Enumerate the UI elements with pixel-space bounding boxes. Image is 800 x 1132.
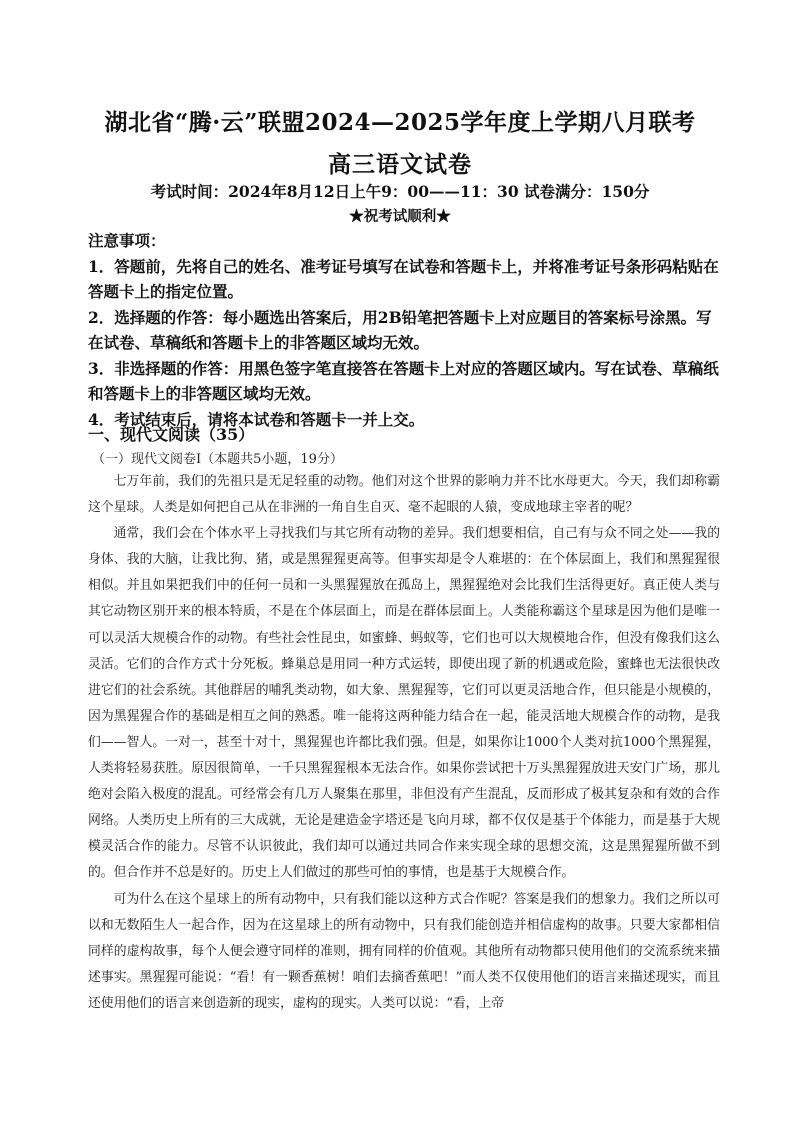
exam-title: 湖北省“腾·云”联盟2024—2025学年度上学期八月联考 (104, 109, 696, 136)
notes-item: 4．考试结束后，请将本试卷和答题卡一并上交。 (88, 409, 425, 429)
notes-heading: 注意事项： (88, 231, 166, 250)
passage-paragraph: 可为什么在这个星球上的所有动物中，只有我们能以这种方式合作呢？答案是我们的想象力。我们之所以可以和无数陌生人一起合作，因为在这星球上的所有动物中，只有我们能创造并相信虚构的故事。只要大家都相信同样的虚构故事，每个人便会遵守同样的准则，拥有同样的价值观。其他所有动物都只使用他们的交流系统来描述事实。黑猩猩可能说：“看！有一颗香蕉树！咱们去摘香蕉吧！”而人类不仅使用他们的语言来描述现实，而且还使用他们的语言来创造新的现实，虚构的现实。人类可以说：“看，上帝 (88, 891, 720, 1011)
exam-subject: 高三语文试卷 (328, 151, 472, 178)
passage-paragraph: 七万年前，我们的先祖只是无足轻重的动物。他们对这个世界的影响力并不比水母更大。今天，我们却称霸这个星球。人类是如何把自己从在非洲的一角自生自灭、毫不起眼的人猿，变成地球主宰者的呢？ (88, 474, 720, 516)
exam-info: 考试时间：2024年8月12日上午9：00——11：30 试卷满分：150分 (150, 182, 650, 201)
reading-passage (88, 469, 720, 1017)
section-subheading: （一）现代文阅卷Ⅰ（本题共5小题，19分） (92, 452, 343, 467)
notes-item: 3．非选择题的作答：用黑色签字笔直接答在答题卡上对应的答题区域内。写在试卷、草稿纸和答题卡上的非答题区域均无效。 (88, 358, 719, 403)
notes-item: 2．选择题的作答：每小题选出答案后，用2B铅笔把答题卡上对应题目的答案标号涂黑。写在试卷、草稿纸和答题卡上的非答题区域均无效。 (88, 307, 712, 352)
notes-section (88, 228, 720, 432)
exam-blessing: ★祝考试顺利★ (349, 208, 451, 225)
notes-item: 1．答题前，先将自己的姓名、准考证号填写在试卷和答题卡上，并将准考证号条形码粘贴在答题卡上的指定位置。 (88, 256, 719, 301)
passage-paragraph: 通常，我们会在个体水平上寻找我们与其它所有动物的差异。我们想要相信，自己有与众不同之处——我的身体、我的大脑，让我比狗、猪，或是黑猩猩更高等。但事实却是令人难堪的：在个体层面上，我们和黑猩猩很相似。并且如果把我们中的任何一员和一头黑猩猩放在孤岛上，黑猩猩绝对会比我们生活得更好。真正使人类与其它动物区别开来的根本特质，不是在个体层面上，而是在群体层面上。人类能称霸这个星球是因为他们是唯一可以灵活大规模合作的动物。有些社会性昆虫，如蜜蜂、蚂蚁等，它们也可以大规模地合作，但没有像我们这么灵活。它们的合作方式十分死板。蜂巢总是用同一种方式运转，即使出现了新的机遇或危险，蜜蜂也无法很快改进它们的社会系统。其他群居的哺乳类动物，如大象、黑猩猩等，它们可以更灵活地合作，但只能是小规模的，因为黑猩猩合作的基础是相互之间的熟悉。唯一能将这两种能力结合在一起，能灵活地大规模合作的动物，是我们——智人。一对一，甚至十对十，黑猩猩也许都比我们强。但是，如果你让1000个人类对抗1000个黑猩猩，人类将轻易获胜。原因很简单，一千只黑猩猩根本无法合作。如果你尝试把十万头黑猩猩放进天安门广场，那儿绝对会陷入极度的混乱。可经常会有几万人聚集在那里，非但没有产生混乱，反而形成了极其复杂和有效的合作网络。人类历史上所有的三大成就，无论是建造金字塔还是飞向月球，都不仅仅是基于个体能力，而是基于大规模灵活合作的能力。尽管不认识彼此，我们却可以通过共同合作来实现全球的思想交流，这是黑猩猩所做不到的。但合作并不总是好的。历史上人们做过的那些可怕的事情，也是基于大规模合作。 (88, 526, 720, 881)
section-heading: 一、现代文阅读（35） (88, 425, 255, 444)
